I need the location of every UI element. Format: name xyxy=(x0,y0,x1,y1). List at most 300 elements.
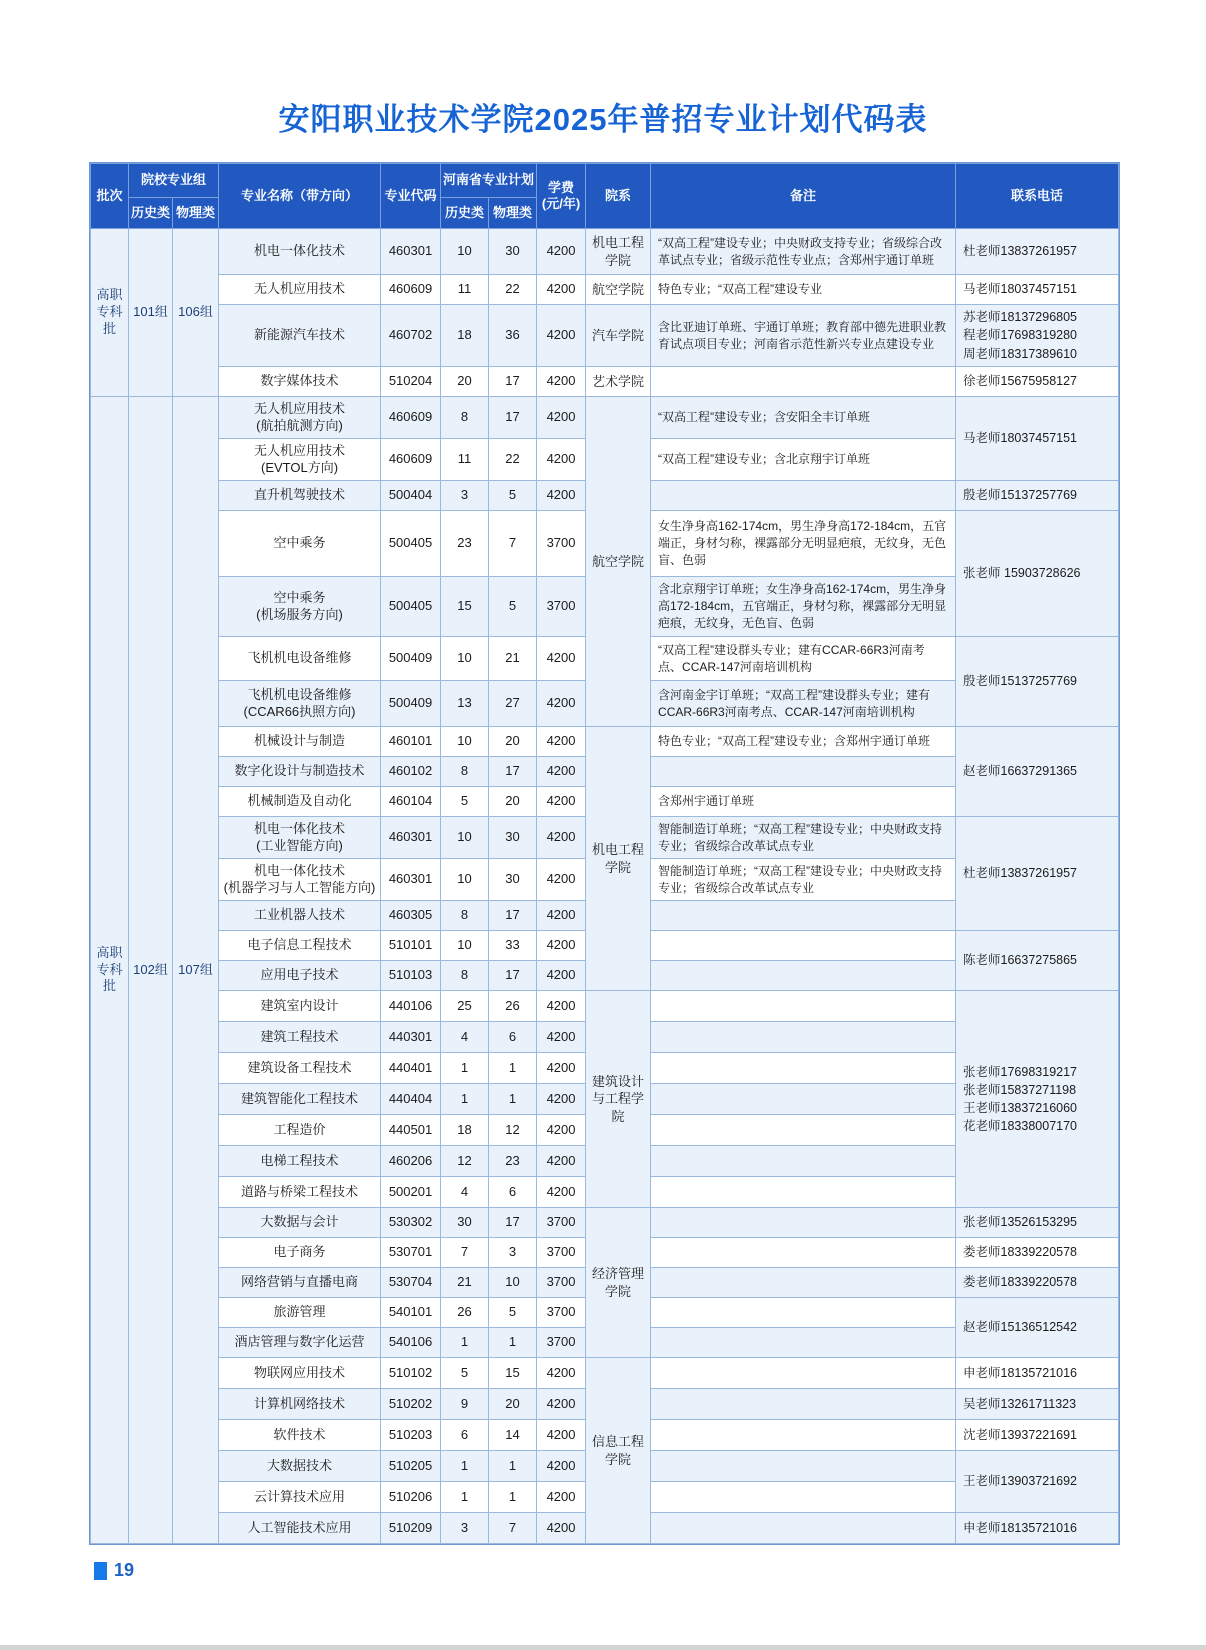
remark-cell xyxy=(651,1146,956,1177)
major-name: 机械制造及自动化 xyxy=(247,793,352,809)
header-fee-unit: (元/年) xyxy=(541,196,581,211)
contact-line: 周老师18317389610 xyxy=(963,346,1078,361)
contact-cell xyxy=(956,305,1119,367)
plan-history-cell: 5 xyxy=(441,787,489,817)
major-name-cell xyxy=(219,1513,381,1544)
plan-physics-cell: 6 xyxy=(489,1022,537,1053)
tuition-fee-cell: 3700 xyxy=(537,511,586,577)
major-name: 软件技术 xyxy=(273,1426,326,1442)
major-code-cell: 510206 xyxy=(381,1482,441,1513)
contact-line: 张老师 15903728626 xyxy=(963,566,1081,581)
major-name: 大数据与会计 xyxy=(260,1214,339,1230)
major-name-cell xyxy=(219,817,381,859)
plan-history-cell: 10 xyxy=(441,859,489,901)
contact-line: 娄老师18339220578 xyxy=(963,1275,1078,1290)
plan-history-cell: 8 xyxy=(441,757,489,787)
contact-line: 申老师18135721016 xyxy=(963,1520,1078,1535)
tuition-fee-cell: 4200 xyxy=(537,367,586,397)
contact-cell xyxy=(956,991,1119,1208)
major-name: 机电一体化技术 xyxy=(254,862,346,878)
contact-cell xyxy=(956,367,1119,397)
major-name: 计算机网络技术 xyxy=(254,1395,346,1411)
page-number-text: 19 xyxy=(114,1560,135,1580)
plan-physics-cell: 26 xyxy=(489,991,537,1022)
plan-physics-cell: 20 xyxy=(489,1389,537,1420)
department-cell: 信息工程学院 xyxy=(586,1358,651,1544)
major-code-cell: 510102 xyxy=(381,1358,441,1389)
major-code-cell: 540101 xyxy=(381,1298,441,1328)
major-name: 大数据技术 xyxy=(267,1457,333,1473)
batch-cell: 高职专科批 xyxy=(91,397,129,1544)
major-name: 电子商务 xyxy=(273,1244,326,1260)
contact-line: 张老师15837271198 xyxy=(963,1082,1077,1097)
contact-cell xyxy=(956,397,1119,481)
plan-history-cell: 6 xyxy=(441,1420,489,1451)
major-code-cell: 460301 xyxy=(381,229,441,275)
major-name: 旅游管理 xyxy=(273,1304,326,1320)
tuition-fee-cell: 4200 xyxy=(537,1513,586,1544)
remark-cell xyxy=(651,1358,956,1389)
major-name-cell xyxy=(219,1328,381,1358)
remark-cell: “双高工程”建设专业；含安阳全丰订单班 xyxy=(651,397,956,439)
contact-cell xyxy=(956,1298,1119,1358)
tuition-fee-cell: 4200 xyxy=(537,1115,586,1146)
tuition-fee-cell: 4200 xyxy=(537,275,586,305)
major-code-cell: 530302 xyxy=(381,1208,441,1238)
major-code-cell: 460101 xyxy=(381,727,441,757)
major-name-cell xyxy=(219,1482,381,1513)
major-code-cell: 530701 xyxy=(381,1238,441,1268)
major-name-cell xyxy=(219,727,381,757)
header-plan-history: 历史类 xyxy=(441,198,489,229)
plan-history-cell: 10 xyxy=(441,931,489,961)
header-remark: 备注 xyxy=(651,164,956,229)
plan-history-cell: 4 xyxy=(441,1022,489,1053)
major-name: 飞机机电设备维修 xyxy=(247,686,352,702)
contact-line: 赵老师16637291365 xyxy=(963,764,1078,779)
remark-cell: “双高工程”建设群头专业；建有CCAR-66R3河南考点、CCAR-147河南培训机构 xyxy=(651,637,956,681)
major-name: 机电一体化技术 xyxy=(254,243,346,259)
table-row xyxy=(91,727,1119,757)
major-code-cell: 460102 xyxy=(381,757,441,787)
major-name: 无人机应用技术 xyxy=(254,442,346,458)
tuition-fee-cell: 4200 xyxy=(537,757,586,787)
major-name: 云计算技术应用 xyxy=(254,1488,346,1504)
contact-cell xyxy=(956,1451,1119,1513)
major-name-cell xyxy=(219,681,381,727)
major-code-cell: 440401 xyxy=(381,1053,441,1084)
plan-physics-cell: 12 xyxy=(489,1115,537,1146)
remark-cell xyxy=(651,1053,956,1084)
major-code-cell: 510204 xyxy=(381,367,441,397)
batch-cell: 高职专科批 xyxy=(91,229,129,397)
major-code-cell: 440301 xyxy=(381,1022,441,1053)
plan-physics-cell: 21 xyxy=(489,637,537,681)
contact-cell xyxy=(956,931,1119,991)
contact-cell xyxy=(956,511,1119,637)
contact-line: 马老师18037457151 xyxy=(963,282,1078,297)
plan-physics-cell: 20 xyxy=(489,727,537,757)
remark-cell xyxy=(651,1238,956,1268)
major-name-cell xyxy=(219,1268,381,1298)
major-name-cell xyxy=(219,859,381,901)
remark-cell xyxy=(651,1420,956,1451)
plan-physics-cell: 20 xyxy=(489,787,537,817)
remark-cell xyxy=(651,1389,956,1420)
contact-cell xyxy=(956,637,1119,727)
tuition-fee-cell: 4200 xyxy=(537,1451,586,1482)
contact-cell xyxy=(956,1420,1119,1451)
remark-cell xyxy=(651,1084,956,1115)
header-fee-label: 学费 xyxy=(548,180,575,196)
major-name-cell xyxy=(219,1177,381,1208)
remark-cell xyxy=(651,367,956,397)
department-cell: 经济管理学院 xyxy=(586,1208,651,1358)
plan-physics-cell: 17 xyxy=(489,757,537,787)
contact-line: 殷老师15137257769 xyxy=(963,674,1078,689)
remark-cell: 含河南金宇订单班；“双高工程”建设群头专业；建有CCAR-66R3河南考点、CCAR-147河南培训机构 xyxy=(651,681,956,727)
header-batch: 批次 xyxy=(91,164,129,229)
plan-physics-cell: 15 xyxy=(489,1358,537,1389)
major-code-cell: 460609 xyxy=(381,439,441,481)
major-name-cell xyxy=(219,305,381,367)
remark-cell xyxy=(651,1268,956,1298)
major-name: 建筑设备工程技术 xyxy=(247,1059,352,1075)
tuition-fee-cell: 4200 xyxy=(537,481,586,511)
page-number-marker-icon xyxy=(94,1562,107,1580)
plan-history-cell: 1 xyxy=(441,1084,489,1115)
major-name-cell xyxy=(219,1238,381,1268)
contact-cell xyxy=(956,229,1119,275)
page-number xyxy=(94,1560,134,1581)
plan-history-cell: 18 xyxy=(441,1115,489,1146)
remark-cell xyxy=(651,757,956,787)
contact-line: 程老师17698319280 xyxy=(963,328,1078,343)
major-code-cell: 440106 xyxy=(381,991,441,1022)
major-code-cell: 500405 xyxy=(381,511,441,577)
header-plan: 河南省专业计划 xyxy=(441,164,537,198)
major-direction: (机场服务方向) xyxy=(256,606,343,622)
physics-group-cell: 107组 xyxy=(173,397,219,1544)
major-name: 数字化设计与制造技术 xyxy=(234,763,365,779)
plan-physics-cell: 36 xyxy=(489,305,537,367)
plan-physics-cell: 17 xyxy=(489,961,537,991)
plan-physics-cell: 5 xyxy=(489,481,537,511)
plan-physics-cell: 1 xyxy=(489,1482,537,1513)
major-name: 工业机器人技术 xyxy=(254,907,346,923)
major-name-cell xyxy=(219,1146,381,1177)
contact-line: 徐老师15675958127 xyxy=(963,374,1078,389)
remark-cell: “双高工程”建设专业；含北京翔宇订单班 xyxy=(651,439,956,481)
remark-cell: 特色专业；“双高工程”建设专业；含郑州宇通订单班 xyxy=(651,727,956,757)
contact-line: 陈老师16637275865 xyxy=(963,953,1078,968)
plan-history-cell: 8 xyxy=(441,901,489,931)
major-code-cell: 530704 xyxy=(381,1268,441,1298)
plan-history-cell: 1 xyxy=(441,1328,489,1358)
major-name: 空中乘务 xyxy=(273,589,326,605)
plan-physics-cell: 14 xyxy=(489,1420,537,1451)
major-code-cell: 460305 xyxy=(381,901,441,931)
plan-history-cell: 3 xyxy=(441,1513,489,1544)
major-name: 应用电子技术 xyxy=(260,967,339,983)
major-name: 建筑工程技术 xyxy=(260,1028,339,1044)
header-group: 院校专业组 xyxy=(129,164,219,198)
major-name-cell xyxy=(219,577,381,637)
major-name: 物联网应用技术 xyxy=(254,1364,346,1380)
plan-physics-cell: 17 xyxy=(489,367,537,397)
major-direction: (机器学习与人工智能方向) xyxy=(223,879,376,895)
plan-physics-cell: 7 xyxy=(489,511,537,577)
tuition-fee-cell: 4200 xyxy=(537,1358,586,1389)
contact-cell xyxy=(956,275,1119,305)
tuition-fee-cell: 4200 xyxy=(537,681,586,727)
header-plan-physics: 物理类 xyxy=(489,198,537,229)
table-row xyxy=(91,229,1119,275)
department-cell: 建筑设计与工程学院 xyxy=(586,991,651,1208)
contact-cell xyxy=(956,1208,1119,1238)
major-name-cell xyxy=(219,931,381,961)
tuition-fee-cell: 4200 xyxy=(537,1053,586,1084)
major-name: 网络营销与直播电商 xyxy=(241,1274,359,1290)
plan-history-cell: 11 xyxy=(441,439,489,481)
tuition-fee-cell: 4200 xyxy=(537,1146,586,1177)
plan-history-cell: 9 xyxy=(441,1389,489,1420)
major-name: 无人机应用技术 xyxy=(254,281,346,297)
plan-history-cell: 7 xyxy=(441,1238,489,1268)
major-name: 数字媒体技术 xyxy=(260,373,339,389)
remark-cell xyxy=(651,991,956,1022)
major-direction: (CCAR66执照方向) xyxy=(243,703,356,719)
contact-line: 赵老师15136512542 xyxy=(963,1320,1078,1335)
remark-cell xyxy=(651,1177,956,1208)
remark-cell xyxy=(651,1482,956,1513)
remark-cell xyxy=(651,1328,956,1358)
contact-cell xyxy=(956,1358,1119,1389)
contact-line: 沈老师13937221691 xyxy=(963,1427,1078,1442)
table-row xyxy=(91,397,1119,439)
contact-line: 张老师13526153295 xyxy=(963,1215,1078,1230)
remark-cell: 含郑州宇通订单班 xyxy=(651,787,956,817)
tuition-fee-cell: 4200 xyxy=(537,1177,586,1208)
plan-history-cell: 1 xyxy=(441,1482,489,1513)
contact-line: 殷老师15137257769 xyxy=(963,488,1078,503)
major-name: 道路与桥梁工程技术 xyxy=(241,1183,359,1199)
contact-cell xyxy=(956,1513,1119,1544)
major-name-cell xyxy=(219,991,381,1022)
plan-physics-cell: 5 xyxy=(489,577,537,637)
plan-history-cell: 5 xyxy=(441,1358,489,1389)
major-name-cell xyxy=(219,367,381,397)
header-group-history: 历史类 xyxy=(129,198,173,229)
major-direction: (工业智能方向) xyxy=(256,837,343,853)
department-cell: 机电工程学院 xyxy=(586,727,651,991)
plan-physics-cell: 10 xyxy=(489,1268,537,1298)
header-group-physics: 物理类 xyxy=(173,198,219,229)
plan-history-cell: 4 xyxy=(441,1177,489,1208)
major-name-cell xyxy=(219,1358,381,1389)
major-code-cell: 460206 xyxy=(381,1146,441,1177)
major-name-cell xyxy=(219,961,381,991)
major-name: 无人机应用技术 xyxy=(254,400,346,416)
major-name-cell xyxy=(219,275,381,305)
major-name: 空中乘务 xyxy=(273,535,326,551)
remark-cell: 智能制造订单班；“双高工程”建设专业；中央财政支持专业；省级综合改革试点专业 xyxy=(651,817,956,859)
plan-physics-cell: 23 xyxy=(489,1146,537,1177)
plan-history-cell: 10 xyxy=(441,229,489,275)
major-name: 工程造价 xyxy=(273,1121,326,1137)
table-header xyxy=(91,164,1119,229)
plan-physics-cell: 17 xyxy=(489,1208,537,1238)
plan-physics-cell: 30 xyxy=(489,817,537,859)
remark-cell: “双高工程”建设专业；中央财政支持专业；省级综合改革试点专业；省级示范性专业点；含郑州宇通订单班 xyxy=(651,229,956,275)
tuition-fee-cell: 3700 xyxy=(537,1238,586,1268)
tuition-fee-cell: 4200 xyxy=(537,859,586,901)
major-name-cell xyxy=(219,1208,381,1238)
plan-physics-cell: 6 xyxy=(489,1177,537,1208)
plan-history-cell: 21 xyxy=(441,1268,489,1298)
tuition-fee-cell: 4200 xyxy=(537,1482,586,1513)
major-name-cell xyxy=(219,1115,381,1146)
plan-history-cell: 20 xyxy=(441,367,489,397)
plan-history-cell: 1 xyxy=(441,1451,489,1482)
major-name-cell xyxy=(219,397,381,439)
major-name: 建筑室内设计 xyxy=(260,997,339,1013)
tuition-fee-cell: 3700 xyxy=(537,1298,586,1328)
contact-cell xyxy=(956,727,1119,817)
plan-physics-cell: 27 xyxy=(489,681,537,727)
history-group-cell: 101组 xyxy=(129,229,173,397)
major-name-cell xyxy=(219,787,381,817)
major-code-cell: 460609 xyxy=(381,397,441,439)
major-name-cell xyxy=(219,1389,381,1420)
major-name-cell xyxy=(219,901,381,931)
plan-history-cell: 26 xyxy=(441,1298,489,1328)
plan-physics-cell: 7 xyxy=(489,1513,537,1544)
tuition-fee-cell: 4200 xyxy=(537,1389,586,1420)
tuition-fee-cell: 3700 xyxy=(537,1208,586,1238)
tuition-fee-cell: 3700 xyxy=(537,1328,586,1358)
major-code-cell: 460609 xyxy=(381,275,441,305)
major-code-cell: 510205 xyxy=(381,1451,441,1482)
department-cell: 汽车学院 xyxy=(586,305,651,367)
tuition-fee-cell: 4200 xyxy=(537,961,586,991)
plan-physics-cell: 33 xyxy=(489,931,537,961)
contact-cell xyxy=(956,1268,1119,1298)
tuition-fee-cell: 4200 xyxy=(537,817,586,859)
header-fee xyxy=(537,164,586,229)
major-name: 直升机驾驶技术 xyxy=(254,487,346,503)
major-code-cell: 460301 xyxy=(381,817,441,859)
major-code-cell: 440404 xyxy=(381,1084,441,1115)
remark-cell: 女生净身高162-174cm，男生净身高172-184cm，五官端正，身材匀称，裸露部分无明显疤痕，无纹身，无色盲、色弱 xyxy=(651,511,956,577)
tuition-fee-cell: 4200 xyxy=(537,727,586,757)
plan-physics-cell: 1 xyxy=(489,1451,537,1482)
table-row xyxy=(91,305,1119,367)
contact-line: 王老师13903721692 xyxy=(963,1474,1078,1489)
remark-cell: 含比亚迪订单班、宇通订单班；教育部中德先进职业教育试点项目专业；河南省示范性新兴专业点建设专业 xyxy=(651,305,956,367)
contact-line: 吴老师13261711323 xyxy=(963,1396,1077,1411)
contact-cell xyxy=(956,1389,1119,1420)
table-row xyxy=(91,367,1119,397)
header-contact: 联系电话 xyxy=(956,164,1119,229)
table-row xyxy=(91,991,1119,1022)
plan-history-cell: 10 xyxy=(441,637,489,681)
major-code-cell: 440501 xyxy=(381,1115,441,1146)
contact-cell xyxy=(956,481,1119,511)
major-code-cell: 460104 xyxy=(381,787,441,817)
tuition-fee-cell: 4200 xyxy=(537,439,586,481)
major-name-cell xyxy=(219,757,381,787)
tuition-fee-cell: 4200 xyxy=(537,991,586,1022)
major-code-cell: 460301 xyxy=(381,859,441,901)
plan-physics-cell: 22 xyxy=(489,275,537,305)
plan-history-cell: 12 xyxy=(441,1146,489,1177)
remark-cell xyxy=(651,1451,956,1482)
history-group-cell: 102组 xyxy=(129,397,173,1544)
remark-cell: 智能制造订单班；“双高工程”建设专业；中央财政支持专业；省级综合改革试点专业 xyxy=(651,859,956,901)
plan-history-cell: 18 xyxy=(441,305,489,367)
tuition-fee-cell: 4200 xyxy=(537,637,586,681)
plan-physics-cell: 30 xyxy=(489,229,537,275)
tuition-fee-cell: 3700 xyxy=(537,1268,586,1298)
contact-line: 花老师18338007170 xyxy=(963,1119,1078,1134)
department-cell: 艺术学院 xyxy=(586,367,651,397)
tuition-fee-cell: 4200 xyxy=(537,1420,586,1451)
plan-history-cell: 3 xyxy=(441,481,489,511)
remark-cell xyxy=(651,901,956,931)
contact-line: 杜老师13837261957 xyxy=(963,244,1078,259)
major-name: 电梯工程技术 xyxy=(260,1152,339,1168)
tuition-fee-cell: 4200 xyxy=(537,305,586,367)
remark-cell xyxy=(651,1208,956,1238)
header-dept: 院系 xyxy=(586,164,651,229)
major-direction: (航拍航测方向) xyxy=(256,417,343,433)
major-name: 飞机机电设备维修 xyxy=(247,650,352,666)
major-name-cell xyxy=(219,439,381,481)
major-name-cell xyxy=(219,511,381,577)
plan-history-cell: 1 xyxy=(441,1053,489,1084)
department-cell: 航空学院 xyxy=(586,275,651,305)
contact-cell xyxy=(956,817,1119,931)
plan-physics-cell: 5 xyxy=(489,1298,537,1328)
major-name-cell xyxy=(219,1053,381,1084)
plan-history-cell: 8 xyxy=(441,397,489,439)
plan-physics-cell: 22 xyxy=(489,439,537,481)
major-code-cell: 540106 xyxy=(381,1328,441,1358)
major-name: 建筑智能化工程技术 xyxy=(241,1090,359,1106)
major-name-cell xyxy=(219,1084,381,1115)
department-cell: 航空学院 xyxy=(586,397,651,727)
major-name-cell xyxy=(219,1420,381,1451)
major-code-cell: 510101 xyxy=(381,931,441,961)
tuition-fee-cell: 4200 xyxy=(537,397,586,439)
major-name: 酒店管理与数字化运营 xyxy=(234,1334,365,1350)
plan-history-cell: 25 xyxy=(441,991,489,1022)
major-name: 机械设计与制造 xyxy=(254,733,346,749)
contact-line: 申老师18135721016 xyxy=(963,1365,1078,1380)
plan-history-cell: 10 xyxy=(441,817,489,859)
plan-physics-cell: 17 xyxy=(489,397,537,439)
major-name-cell xyxy=(219,1022,381,1053)
tuition-fee-cell: 4200 xyxy=(537,1084,586,1115)
remark-cell xyxy=(651,931,956,961)
major-name-cell xyxy=(219,637,381,681)
plan-table-container xyxy=(90,163,1118,1544)
tuition-fee-cell: 4200 xyxy=(537,787,586,817)
table-row xyxy=(91,1358,1119,1389)
major-code-cell: 500404 xyxy=(381,481,441,511)
major-code-cell: 500409 xyxy=(381,637,441,681)
